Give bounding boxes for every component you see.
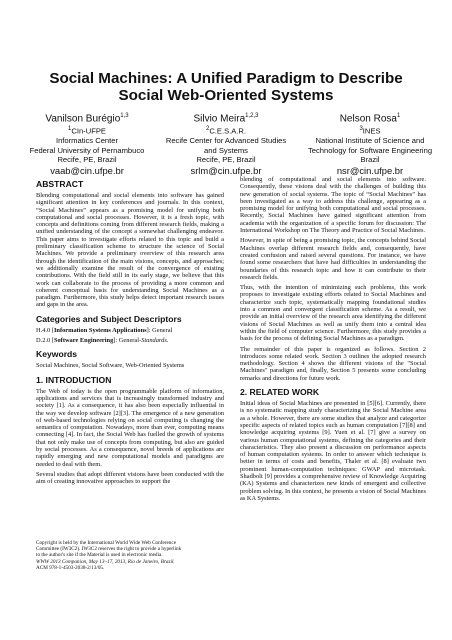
body-paragraph: Thus, with the intention of minimizing such problems, this work proposes to investigate existing efforts related to Social Machines and characterize such topic, systematically mapping foundational studies into a common and convergent classification scheme. As a result, we provide an initial overview of the research area identifying the different visions of Social Machines as well as unify them into a central idea within the field of computer science. Furthermore, this study provides a basis for the process of defining Social Machines as a paradigm. xyxy=(240,284,426,343)
author-affiliation: $^3$INES xyxy=(359,126,381,136)
abstract-text: Blending computational and social elements into software has gained significant attention in key conferences and journals. In this context, “Social Machines” appears as a promising model for unifying both computational and social processes. However, it is a fresh topic, with concepts and definitions coming from different research fields, making a unified understanding of the concept a somewhat challenging endeavor. This paper aims to investigate efforts related to this topic and build a preliminary classification scheme to structure the science of Social Machines. We provide a preliminary overview of this research area through the identification of the main visions, concepts, and approaches; we additionally examine the result of the convergence of existing contributions. With the field still in its early stage, we believe that this work can collaborate to the process of providing a more common and coherent conceptual basis for understanding Social Machines as a paradigm. Furthermore, this study helps detect important research issues and gaps in the area. xyxy=(36,192,224,309)
author-affiliation: $^2$C.E.S.A.R. xyxy=(205,126,247,136)
right-column xyxy=(240,176,426,505)
introduction-paragraph: The Web of today is the open programmable platform of information, applications and services that is increasingly transformed industry and society [1]. As a consequence, it has also been especially influential in the way we develop software [2][3]. The emergence of a new generation of web-based technologies relying on social computing is changing the semantics of computation. Nowadays, more than ever, computing means connecting [4]. In fact, the Social Web has fuelled the growth of systems that not only make use of concepts from computing, but also are guided by social processes. As a consequence, novel breeds of applications are rapidly emerging and new computational models and paradigms are needed to deal with them. xyxy=(36,387,224,468)
author-location: Recife, PE, Brazil xyxy=(196,155,256,165)
author-name: Silvio Meira$^{1,2,3}$ xyxy=(193,113,259,125)
author-affiliation: $^1$CIn-UFPE xyxy=(68,126,106,136)
author-block-2 xyxy=(160,110,292,177)
body-paragraph: blending of computational and social elements into software. Consequently, these visions deal with the challenges of building this new generation of social systems. The topic of “Social Machines” has been investigated as a way to address this challenge, appearing as a promising model for unifying both computational and social processes. Recently, Social Machines have gained significant attention from academia with the organization of a specific forum for discussion: The International Workshop on The Theory and Practice of Social Machines. xyxy=(240,176,426,235)
introduction-heading: 1. INTRODUCTION xyxy=(36,374,112,385)
category-line-2: D.2.0 [Software Engineering]: General-Standards. xyxy=(36,337,169,345)
author-email: vaab@cin.ufpe.br xyxy=(50,164,124,176)
author-name: Nelson Rosa$^1$ xyxy=(339,113,401,125)
author-affiliation: Informatics Center xyxy=(55,136,119,146)
category-line-1: H.4.0 [Information Systems Applications]: General xyxy=(36,326,173,334)
author-affiliation: National Institute of Science and xyxy=(315,136,425,146)
body-paragraph: The remainder of this paper is organized as follows. Section 2 introduces some related work. Section 3 outlines the adopted research methodology. Section 4 shows the different visions of the "Social Machines" paradigm and, finally, Section 5 presents some concluding remarks and directions for future work. xyxy=(240,345,426,382)
keywords-text: Social Machines, Social Software, Web-Oriented Systems xyxy=(36,362,185,370)
abstract-heading: ABSTRACT xyxy=(36,179,84,189)
body-paragraph: Initial ideas of Social Machines are presented in [5][6]. Currently, there is no systematic mapping study characterizing the Social Machine area as a whole. However, there are some studies that analyze and categorize specific aspects of related topics such as human computation [7][8] and knowledge acquiring systems [9]. Yuen et al. [7] give a survey on various human computational systems, defining the categories and their characteristics. They also present a discussion on performance aspects of human computation systems. In order to answer which technique is better in terms of costs and benefits, Thaler et al. [8] evaluate two prominent human-computation techniques: GWAP and microtask. Shadbolt [9] provides a comprehensive review of Knowledge Acquiring (KA) Systems and characterizes new kinds of emergent and collective problem solving. In this context, he presents a vision of Social Machines as KA Systems. xyxy=(240,400,426,502)
author-block-3 xyxy=(300,110,440,177)
author-affiliation: Federal University of Pernambuco xyxy=(29,145,145,155)
categories-heading: Categories and Subject Descriptors xyxy=(36,313,182,324)
paper-title-line-1: Social Machines: A Unified Paradigm to Describe xyxy=(49,70,403,87)
author-name: Vanilson Burégio$^{1,3}$ xyxy=(45,113,129,125)
keywords-heading: Keywords xyxy=(36,349,78,360)
author-block-1 xyxy=(22,110,152,177)
introduction-paragraph: Several studies that adopt different visions have been conducted with the aim of creating innovative approaches to support the xyxy=(36,470,224,486)
left-column xyxy=(36,176,224,489)
body-paragraph: However, in spite of being a promising topic, the concepts behind Social Machines overlap different research fields and, consequently, have created confusion and raised several questions. For instance, we have found some researchers that have had difficulties in understanding the boundaries of this research topic and how it can contribute to their research fields. xyxy=(240,237,426,281)
author-location: Recife, PE, Brazil xyxy=(57,155,117,165)
related-work-heading: 2. RELATED WORK xyxy=(240,387,320,398)
author-email: srlm@cin.ufpe.br xyxy=(190,164,262,176)
author-affiliation: and Systems xyxy=(204,145,248,155)
author-location: Brazil xyxy=(360,155,380,165)
author-affiliation: Recife Center for Advanced Studies xyxy=(165,136,287,146)
author-affiliation: Technology for Software Engineering xyxy=(307,145,433,155)
paper-title-line-2: Social Web-Oriented Systems xyxy=(118,87,334,104)
copyright-footnote: Copyright is held by the International World Wide Web Conference Committee (IW3C2). IW3C2 reserves the right to provide a hyperlink to the author's site if the Material is used in electronic media. WWW 2013 Companion, May 13–17, 2013, Rio de Janeiro, Brazil. ACM 978-1-4503-2038-2/13/05. xyxy=(36,540,182,571)
author-email: nsr@cin.ufpe.br xyxy=(336,164,404,176)
